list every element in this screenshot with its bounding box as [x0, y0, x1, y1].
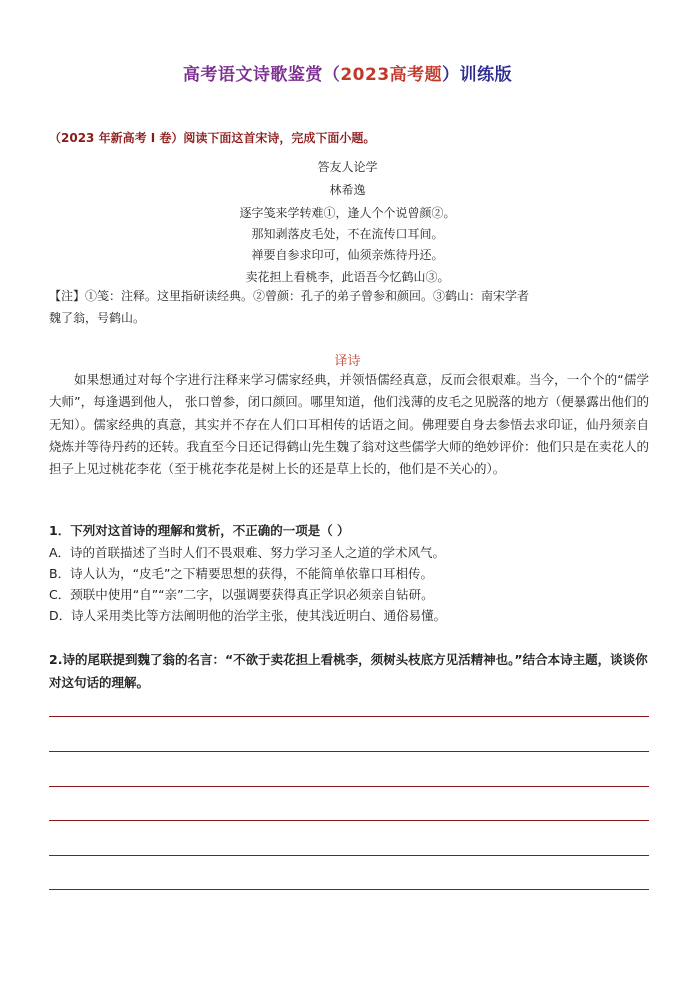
translation-text: 如果想通过对每个字进行注释来学习儒家经典，并领悟儒经真意，反而会很艰难。当今，一个个的“儒学大师”，每逢遇到他人， 张口曾参，闭口颜回。哪里知道，他们浅薄的皮毛之见脱落的地方（便暴露出他们的无知）。儒家经典的真意，其实并不存在人们口耳相传的话语之间。佛理要自身去参悟去求印证，仙丹须亲自烧炼并等待丹药的还转。我直至今日还记得鹤山先生魏了翁对这些儒学大师的绝妙评价：他们只是在卖花人的担子上见过桃花李花（至于桃花李花是树上长的还是草上长的，他们是不关心的）。	[49, 372, 650, 477]
poem-note-line-1: 【注】①笺：注释。这里指研读经典。②曾颜：孔子的弟子曾参和颜回。③鹤山：南宋学者	[49, 289, 530, 303]
poem-title: 答友人论学	[317, 160, 378, 174]
question-source: （2023 年新高考 Ⅰ 卷）阅读下面这首宋诗，完成下面小题。	[49, 131, 376, 145]
question-1-option-b[interactable]: B．诗人认为，“皮毛”之下精要思想的获得，不能简单依靠口耳相传。	[49, 566, 434, 581]
question-1-option-c[interactable]: C．颈联中使用“自”“亲”二字，以强调要获得真正学识必须亲自钻研。	[49, 587, 434, 602]
question-1-option-a[interactable]: A．诗的首联描述了当时人们不畏艰难、努力学习圣人之道的学术风气。	[49, 545, 446, 560]
question-1-option-d[interactable]: D．诗人采用类比等方法阐明他的治学主张，使其浅近明白、通俗易懂。	[49, 608, 447, 623]
poem-line-4: 卖花担上看桃李，此语吾今忆鹤山③。	[245, 270, 450, 284]
poem-note-line-2: 魏了翁，号鹤山。	[49, 311, 146, 325]
answer-line[interactable]	[49, 855, 649, 856]
poem-line-2: 那知剥落皮毛处，不在流传口耳间。	[251, 227, 444, 241]
poem-line-3: 禅要自参求印可，仙须亲炼待丹还。	[251, 248, 444, 262]
title-suffix: ）训练版	[442, 65, 513, 85]
translation-heading: 译诗	[334, 354, 361, 369]
answer-line[interactable]	[49, 820, 649, 821]
question-2-stem: 2.诗的尾联提到魏了翁的名言：“不欲于卖花担上看桃李，须树头枝底方见活精神也。”结合本诗主题，谈谈你对这句话的理解。	[49, 652, 648, 690]
title-year: 2023	[340, 65, 390, 85]
answer-line[interactable]	[49, 716, 649, 717]
poem-line-1: 逐字笺来学转难①，逢人个个说曾颜②。	[239, 206, 456, 220]
answer-line[interactable]	[49, 786, 649, 787]
title-mid: 高考题	[389, 65, 443, 85]
title-prefix: 高考语文诗歌鉴赏（	[182, 65, 341, 85]
page-title	[0, 60, 695, 85]
answer-line[interactable]	[49, 751, 649, 752]
answer-line[interactable]	[49, 889, 649, 890]
poem-author: 林希逸	[329, 183, 366, 197]
question-1-stem: 1．下列对这首诗的理解和赏析，不正确的一项是（ ）	[49, 523, 350, 538]
